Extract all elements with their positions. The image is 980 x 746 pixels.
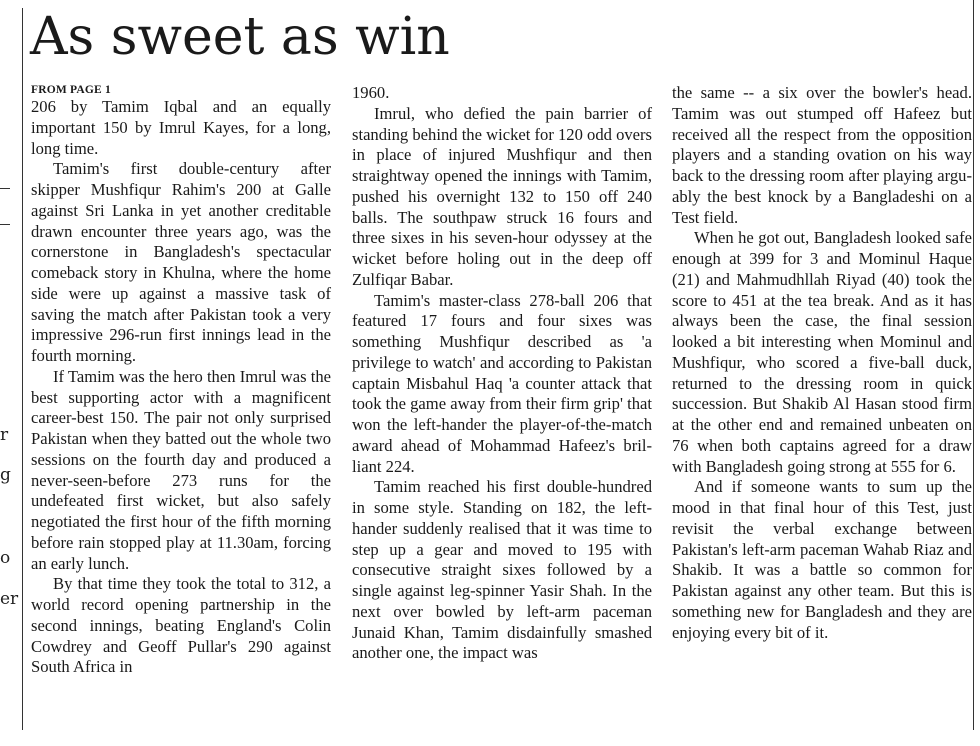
paragraph: the same -- a six over the bowler's head. Tamim was out stumped off Hafeez but received all the respect from the opposition players and a standing ovation on his way back to the dressing room after playing arguably the best knock by a Bangladeshi on a Test field. (672, 83, 972, 227)
paragraph: If Tamim was the hero then Imrul was the best supporting actor with a magnificent career-best 150. The pair not only surprised Pakistan when they batted out the whole two sessions on the fourth day and produced a never-seen-before 273 runs for the undefeated first wicket, but also safely negotiated the first hour of the fifth morning before rain stopped play at 11.30am, forcing an early lunch. (31, 366, 331, 573)
edge-rule-fragment (0, 188, 10, 189)
edge-text-fragment: g (0, 465, 11, 485)
paragraph: Tamim's master-class 278-ball 206 that featured 17 fours and four sixes was something Mushfiqur described as 'a privilege to watch' and according to Pakistan captain Misbahul Haq 'a counter attack that took the game away from their firm grip' that won the left-hander the player-of-the-match award ahead of Mohammad Hafeez's brilliant 224. (352, 290, 652, 476)
paragraph: Imrul, who defied the pain barrier of standing behind the wicket for 120 odd overs in place of injured Mushfiqur and then straightway opened the innings with Tamim, pushed his overnight 132 to 150 off 240 balls. The southpaw struck 16 fours and three sixes in his seven-hour odyssey at the wicket before holing out in the deep off Zulfiqar Babar. (352, 103, 653, 289)
paragraph: When he got out, Bangladesh looked safe enough at 399 for 3 and Mominul Haque (21) and Mahmudhllah Riyad (40) took the score to 451 at the tea break. And as it has always been the case, the final session looked a bit interesting when Mominul and Mushfiqur, who scored a five-ball duck, returned to the dressing room in quick succession. But Shakib Al Hasan stood firm at the other end and remained unbeaten on 76 when both captains agreed for a draw with Bangladesh going strong at 555 for 6. (672, 228, 972, 476)
article-headline: As sweet as win (30, 7, 450, 67)
article-column-3 (672, 83, 972, 643)
edge-rule-fragment (0, 224, 10, 225)
paragraph: Tamim reached his first double-hundred in some style. Standing on 182, the left-hander suddenly realised that it was time to step up a gear and moved to 195 with consecutive straight sixes followed by a single against leg-spinner Yasir Shah. In the next over bowled by left-arm paceman Junaid Khan, Tamim disdainfully smashed another one, the impact was (352, 477, 652, 663)
adjacent-article-edge (0, 0, 19, 746)
paragraph: 206 by Tamim Iqbal and an equally important 150 by Imrul Kayes, for a long, long time. (31, 97, 331, 158)
column-rule-left (22, 8, 23, 730)
column-rule-right (973, 0, 974, 730)
edge-text-fragment: o (0, 548, 11, 568)
paragraph: 1960. (352, 83, 390, 102)
paragraph: Tamim's first double-century after skipper Mushfiqur Rahim's 200 at Galle against Sri Lanka in yet another creditable drawn encounter three years ago, was the cornerstone in Bangladesh's spectacular comeback story in Khulna, where the home side were up against a massive task of saving the match after Pakistan took a very impressive 296-run first innings lead in the fourth morning. (31, 159, 331, 365)
paragraph: And if someone wants to sum up the mood in that final hour of this Test, just revisit the verbal exchange between Pakistan's left-arm paceman Wahab Riaz and Shakib. It was a battle so common for Pakistan against any other team. But this is something new for Bangladesh and they are enjoying every bit of it. (672, 477, 972, 642)
article-column-1 (31, 83, 331, 678)
edge-text-fragment: r (0, 425, 9, 445)
paragraph: By that time they took the total to 312, a world record opening partnership in the second innings, beating England's Colin Cowdrey and Geoff Pullar's 290 against South Africa in (31, 574, 331, 677)
edge-text-fragment: er (0, 589, 19, 609)
article-column-2 (352, 83, 652, 664)
jump-line: FROM PAGE 1 (31, 84, 111, 96)
